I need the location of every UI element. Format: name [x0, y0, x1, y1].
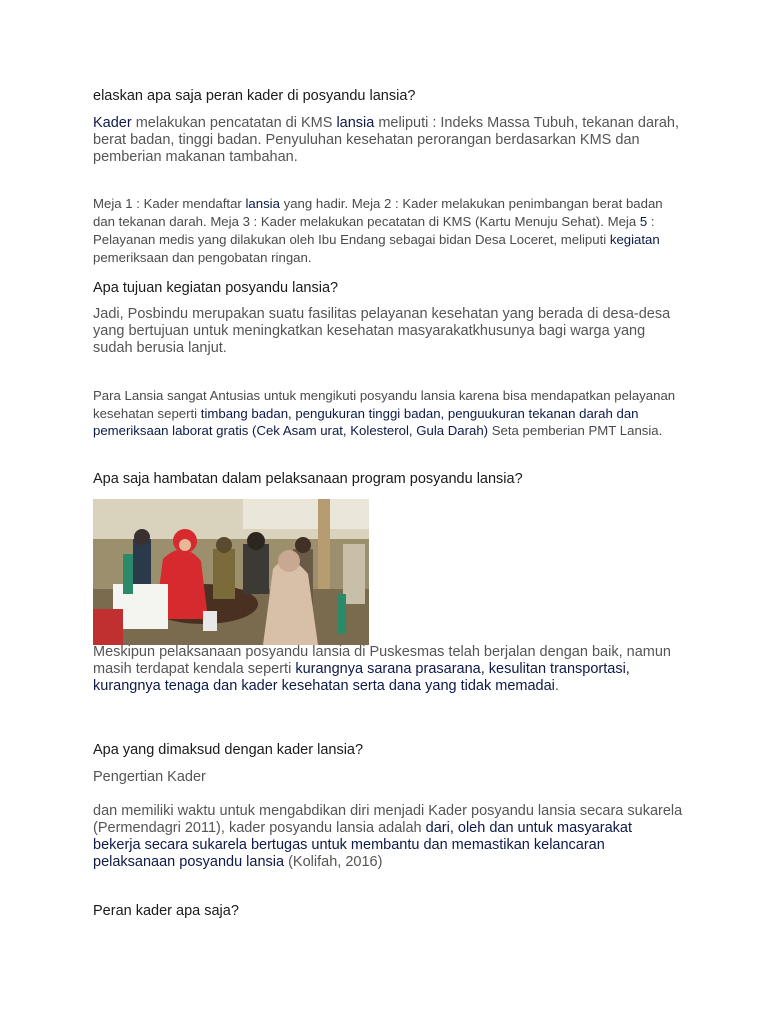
- posyandu-illustration: [93, 499, 369, 645]
- answer-peran-kader: Kader melakukan pencatatan di KMS lansia meliputi : Indeks Massa Tubuh, tekanan darah, berat badan, tinggi badan. Penyuluhan kesehatan perorangan berdasarkan KMS dan pemberian makanan tambahan.: [93, 115, 680, 165]
- answer-antusias: Para Lansia sangat Antusias untuk mengikuti posyandu lansia karena bisa mendapatkan pelayanan kesehatan seperti timbang badan, pengukuran tinggi badan, penguukuran tekanan darah dan pemeriksaan laborat gratis (Cek Asam urat, Kolesterol, Gula Darah) Seta pemberian PMT Lansia.: [93, 388, 676, 438]
- posyandu-photo: [93, 499, 369, 645]
- answer-hambatan: Meskipun pelaksanaan posyandu lansia di Puskesmas telah berjalan dengan baik, namun masih terdapat kendala seperti kurangnya sarana prasarana, kesulitan transportasi, kurangnya tenaga dan kader kesehatan serta dana yang tidak memadai.: [93, 644, 671, 694]
- keyword-5: 5: [639, 214, 648, 229]
- keyword-kader: Kader: [93, 115, 132, 131]
- keyword-lansia: lansia: [245, 196, 280, 211]
- question-tujuan: Apa tujuan kegiatan posyandu lansia?: [93, 280, 339, 296]
- question-peran-kader: elaskan apa saja peran kader di posyandu lansia?: [93, 88, 416, 104]
- highlight-definisi: dari, oleh dan untuk masyarakat bekerja secara sukarela bertugas untuk membantu dan memastikan kelancaran pelaksanaan posyandu lansia: [93, 820, 632, 870]
- keyword-lansia: lansia: [336, 115, 375, 131]
- answer-pengertian-kader: Pengertian Kader: [93, 769, 206, 785]
- answer-definisi-kader: dan memiliki waktu untuk mengabdikan diri menjadi Kader posyandu lansia secara sukarela (Permendagri 2011), kader posyandu lansia adalah dari, oleh dan untuk masyarakat bekerja secara sukarela bertugas untuk membantu dan memastikan kelancaran pelaksanaan posyandu lansia (Kolifah, 2016): [93, 803, 683, 870]
- answer-meja: Meja 1 : Kader mendaftar lansia yang hadir. Meja 2 : Kader melakukan penimbangan berat badan dan tekanan darah. Meja 3 : Kader melakukan pecatatan di KMS (Kartu Menuju Sehat). Meja 5 : Pelayanan medis yang dilakukan oleh Ibu Endang sebagai bidan Desa Loceret, meliputi kegiatan pemeriksaan dan pengobatan ringan.: [93, 196, 663, 265]
- question-hambatan: Apa saja hambatan dalam pelaksanaan program posyandu lansia?: [93, 471, 523, 487]
- highlight-layanan: timbang badan, pengukuran tinggi badan, penguukuran tekanan darah dan pemeriksaan laborat gratis (Cek Asam urat, Kolesterol, Gula Darah): [93, 405, 639, 438]
- answer-tujuan: Jadi, Posbindu merupakan suatu fasilitas pelayanan kesehatan yang berada di desa-desa yang bertujuan untuk meningkatkan kesehatan masyarakatkhusunya bagi warga yang sudah berusia lanjut.: [93, 306, 671, 356]
- question-kader-lansia: Apa yang dimaksud dengan kader lansia?: [93, 742, 364, 758]
- question-peran-kader-2: Peran kader apa saja?: [93, 903, 239, 919]
- highlight-kendala: kurangnya sarana prasarana, kesulitan transportasi, kurangnya tenaga dan kader kesehatan serta dana yang tidak memadai: [93, 661, 630, 694]
- keyword-kegiatan: kegiatan: [609, 232, 660, 247]
